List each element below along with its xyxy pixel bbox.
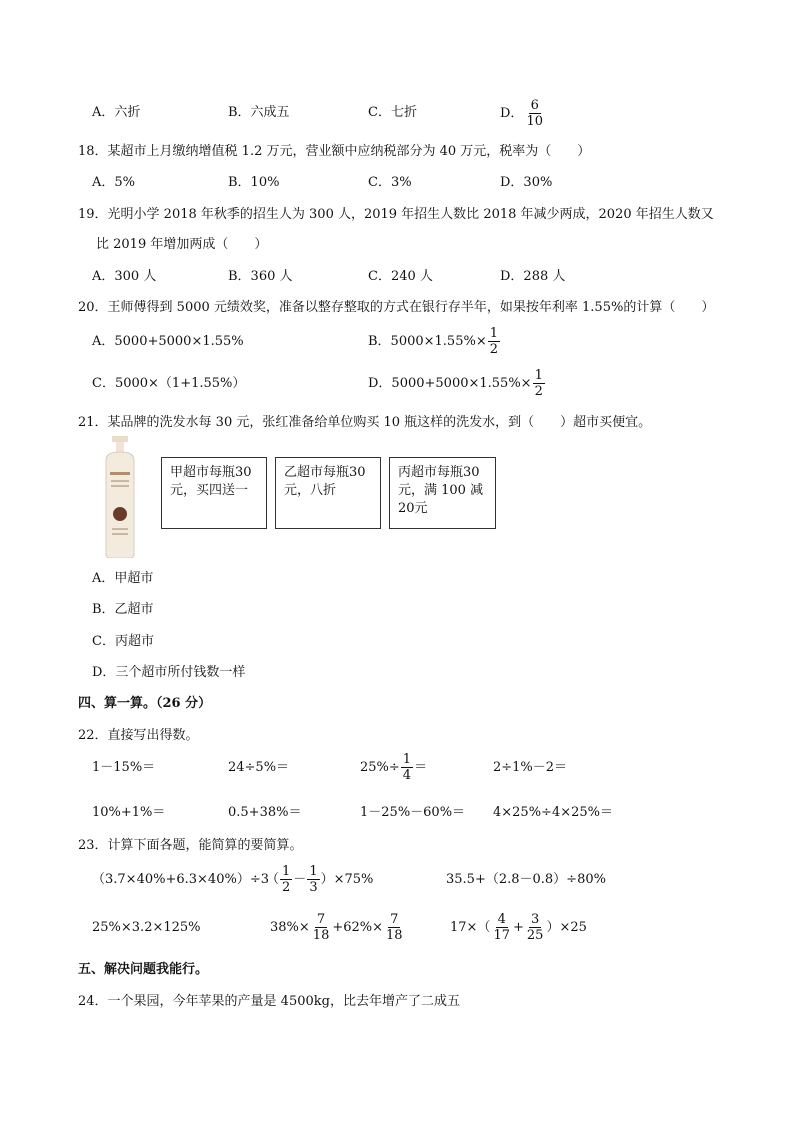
q22-r2-c2: 0.5+38%＝ <box>228 805 302 820</box>
shampoo-bottle-image <box>98 436 144 558</box>
q23-expr-6: 17×（ $\frac{4}{17}$ + $\frac{3}{25}$ ）×25 <box>450 912 587 943</box>
q24-stem: 24．一个果园，今年苹果的产量是 4500kg，比去年增产了二成五 <box>78 994 460 1009</box>
supermarket-c-box: 丙超市每瓶30元，满 100 减20元 <box>389 457 496 529</box>
q19-option-b: B．360 人 <box>228 269 293 284</box>
q22-r1-c1: 1－15%＝ <box>92 760 156 775</box>
q23-expr-4: 25%×3.2×125% <box>92 920 201 935</box>
q22-stem: 22．直接写出得数。 <box>78 728 199 743</box>
fraction: $\frac{7}{18}$ <box>312 912 330 943</box>
q22-r2-c4: 4×25%÷4×25%＝ <box>493 805 614 820</box>
q19-option-d: D．288 人 <box>500 269 566 284</box>
q20-option-a: A．5000+5000×1.55% <box>92 334 244 349</box>
q22-r1-c3: 25%÷ $\frac{1}{4}$ ＝ <box>360 752 428 783</box>
fraction: $\frac{1}{2}$ <box>534 368 543 399</box>
q18-option-d: D．30% <box>500 175 553 190</box>
q17-option-c: C．七折 <box>368 105 417 120</box>
q17-option-d: D． $\frac{6}{10}$ <box>500 98 543 129</box>
q21-option-d: D．三个超市所付钱数一样 <box>92 665 246 680</box>
q20-option-b: B．5000×1.55%× $\frac{1}{2}$ <box>368 326 499 357</box>
q23-expr-2: （ $\frac{1}{2}$ － $\frac{1}{3}$ ）×75% <box>266 864 374 895</box>
q21-option-a: A．甲超市 <box>92 571 154 586</box>
fraction: $\frac{3}{25}$ <box>526 912 544 943</box>
q22-r1-c2: 24÷5%＝ <box>228 760 290 775</box>
q22-r2-c3: 1－25%－60%＝ <box>360 805 466 820</box>
q20-option-c: C．5000×（1+1.55%） <box>92 376 246 391</box>
q23-stem: 23．计算下面各题，能简算的要简算。 <box>78 838 303 853</box>
q23-expr-1: （3.7×40%+6.3×40%）÷3 <box>92 872 269 887</box>
fraction: $\frac{1}{2}$ <box>282 864 291 895</box>
q23-expr-3: 35.5+（2.8－0.8）÷80% <box>446 872 606 887</box>
q20-stem: 20．王师傅得到 5000 元绩效奖，准备以整存整取的方式在银行存半年，如果按年利率 1.55%的计算（ ） <box>78 300 715 315</box>
q22-r1-c4: 2÷1%－2＝ <box>493 760 568 775</box>
q19-stem-line2: 比 2019 年增加两成（ ） <box>96 237 268 252</box>
fraction: $\frac{1}{3}$ <box>309 864 318 895</box>
q18-stem: 18．某超市上月缴纳增值税 1.2 万元，营业额中应纳税部分为 40 万元，税率为（ ） <box>78 144 591 159</box>
fraction: $\frac{1}{4}$ <box>402 752 412 783</box>
q21-stem: 21．某品牌的洗发水每 30 元，张红准备给单位购买 10 瓶这样的洗发水，到（ ）超市买便宜。 <box>78 415 652 430</box>
supermarket-b-box: 乙超市每瓶30元，八折 <box>275 457 381 529</box>
q18-option-b: B．10% <box>228 175 280 190</box>
section-4-heading: 四、算一算。（26 分） <box>78 696 212 711</box>
fraction: $\frac{4}{17}$ <box>493 912 510 943</box>
fraction: $\frac{7}{18}$ <box>386 912 403 943</box>
q21-option-c: C．丙超市 <box>92 634 154 649</box>
q18-option-c: C．3% <box>368 175 412 190</box>
supermarket-a-box: 甲超市每瓶30元，买四送一 <box>161 457 267 529</box>
q21-option-b: B．乙超市 <box>92 602 154 617</box>
q19-stem-line1: 19．光明小学 2018 年秋季的招生人为 300 人，2019 年招生人数比 2018 年减少两成，2020 年招生人数又 <box>78 207 714 222</box>
q18-option-a: A．5% <box>92 175 136 190</box>
section-5-heading: 五、解决问题我能行。 <box>78 962 209 977</box>
q22-r2-c1: 10%+1%＝ <box>92 805 166 820</box>
q17-option-b: B．六成五 <box>228 105 290 120</box>
q19-option-a: A．300 人 <box>92 269 157 284</box>
q23-expr-5: 38%× $\frac{7}{18}$ +62%× $\frac{7}{18}$ <box>270 912 403 943</box>
q17-option-a: A．六折 <box>92 105 141 120</box>
fraction: $\frac{6}{10}$ <box>526 98 543 129</box>
q20-option-d: D．5000+5000×1.55%× $\frac{1}{2}$ <box>368 368 543 399</box>
fraction: $\frac{1}{2}$ <box>489 326 499 357</box>
q19-option-c: C．240 人 <box>368 269 433 284</box>
